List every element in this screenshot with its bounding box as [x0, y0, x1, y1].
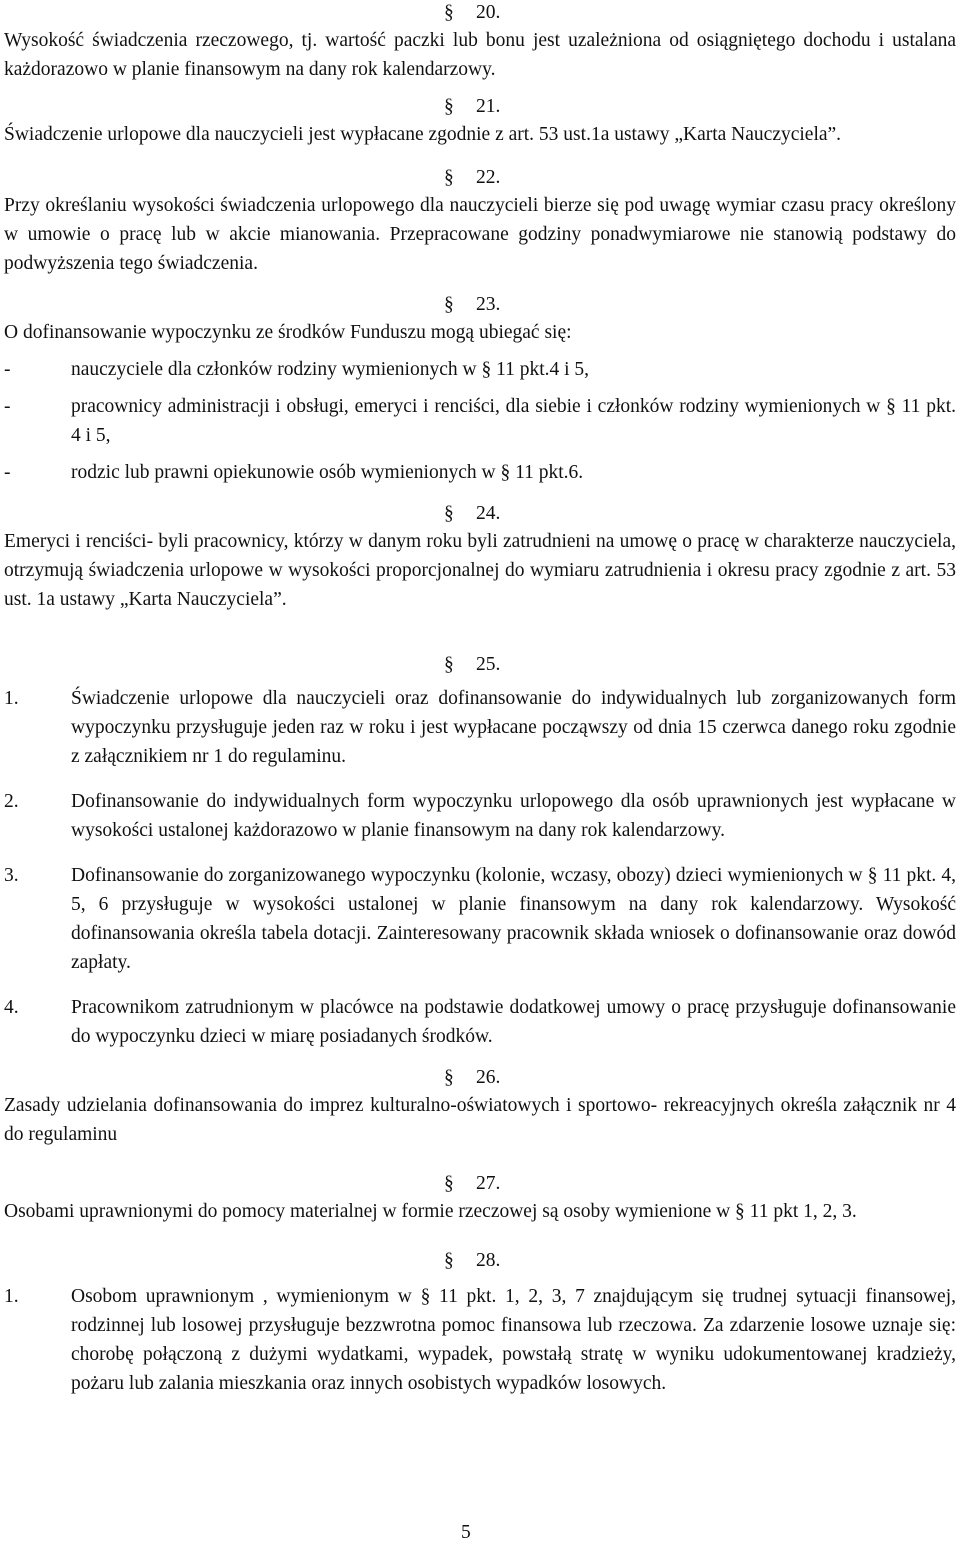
list-marker: 1. — [4, 688, 19, 709]
list-item — [4, 993, 956, 1051]
list-item-text: Pracownikom zatrudnionym w placówce na podstawie dodatkowej umowy o pracę przysługuje dofinansowanie do wypoczynku dzieci w miarę posiadanych środków. — [71, 997, 956, 1047]
list-item-text: Osobom uprawnionym , wymienionym w § 11 pkt. 1, 2, 3, 7 znajdującym się trudnej sytuacji finansowej, rodzinnej lub losowej przysługuje bezzwrotna pomoc finansowa lub rzeczowa. Za zdarzenie losowe uznaje się: chorobę połączoną z dużymi wydatkami, wypadek, powstałą stratę w wyniku udokumentowanej kradzieży, pożaru lub zalania mieszkania oraz innych osobistych wypadków losowych. — [71, 1286, 956, 1394]
paragraph-heading-27 — [4, 1171, 956, 1197]
list-item-text: Dofinansowanie do indywidualnych form wypoczynku urlopowego dla osób uprawnionych jest wypłacane w wysokości ustalonej każdorazowo w planie finansowym na dany rok kalendarzowy. — [71, 791, 956, 841]
section-sign: § — [444, 1250, 454, 1271]
paragraph-24-text: Emeryci i renciści- byli pracownicy, którzy w danym roku byli zatrudnieni na umowę o pracę w charakterze nauczyciela, otrzymują świadczenia urlopowe w wysokości proporcjonalnej do wymiaru zatrudnienia i okresu pracy zgodnie z art. 53 ust. 1a ustawy „Karta Nauczyciela”. — [4, 531, 956, 610]
list-item — [4, 861, 956, 977]
section-number: 20. — [476, 2, 501, 23]
paragraph-heading-24 — [4, 501, 956, 527]
paragraph-23-intro: O dofinansowanie wypoczynku ze środków Funduszu mogą ubiegać się: — [4, 322, 572, 343]
document-page — [4, 0, 956, 1398]
paragraph-27-text: Osobami uprawnionymi do pomocy materialnej w formie rzeczowej są osoby wymienione w § 11 pkt 1, 2, 3. — [4, 1201, 857, 1222]
section-sign: § — [444, 654, 454, 675]
section-number: 25. — [476, 654, 501, 675]
list-item-text: Świadczenie urlopowe dla nauczycieli oraz dofinansowanie do indywidualnych lub zorganizowanych form wypoczynku przysługuje jeden raz w roku i jest wypłacane począwszy od dnia 15 czerwca danego roku zgodnie z załącznikiem nr 1 do regulaminu. — [71, 688, 956, 767]
section-number: 21. — [476, 96, 501, 117]
section-sign: § — [444, 96, 454, 117]
section-sign: § — [444, 1173, 454, 1194]
section-sign: § — [444, 167, 454, 188]
paragraph-heading-28 — [4, 1248, 956, 1274]
paragraph-heading-21 — [4, 94, 956, 120]
section-sign: § — [444, 1067, 454, 1088]
section-number: 26. — [476, 1067, 501, 1088]
section-number: 28. — [476, 1250, 501, 1271]
section-number: 27. — [476, 1173, 501, 1194]
paragraph-heading-22 — [4, 165, 956, 191]
list-item-text: pracownicy administracji i obsługi, emeryci i renciści, dla siebie i członków rodziny wymienionych w § 11 pkt. 4 i 5, — [71, 396, 956, 446]
paragraph-heading-20 — [4, 0, 956, 26]
list-marker: - — [4, 359, 11, 380]
list-marker: 2. — [4, 791, 19, 812]
list-item — [4, 355, 956, 384]
section-number: 23. — [476, 294, 501, 315]
paragraph-heading-23 — [4, 292, 956, 318]
list-item-text: nauczyciele dla członków rodziny wymienionych w § 11 pkt.4 i 5, — [71, 359, 590, 380]
list-marker: 1. — [4, 1286, 19, 1307]
list-item-text: Dofinansowanie do zorganizowanego wypoczynku (kolonie, wczasy, obozy) dzieci wymienionych w § 11 pkt. 4, 5, 6 przysługuje w wysokości ustalonej w planie finansowym na dany rok kalendarzowy. Wysokość dofinansowania określa tabela dotacji. Zainteresowany pracownik składa wniosek o dofinansowanie oraz dowód zapłaty. — [71, 865, 956, 973]
list-item — [4, 392, 956, 450]
list-item — [4, 458, 956, 487]
section-sign: § — [444, 503, 454, 524]
section-sign: § — [444, 294, 454, 315]
list-item — [4, 787, 956, 845]
paragraph-26-text: Zasady udzielania dofinansowania do imprez kulturalno-oświatowych i sportowo- rekreacyjnych określa załącznik nr 4 do regulaminu — [4, 1095, 956, 1145]
list-item-text: rodzic lub prawni opiekunowie osób wymienionych w § 11 pkt.6. — [71, 462, 584, 483]
list-item — [4, 684, 956, 771]
list-item — [4, 1282, 956, 1398]
list-marker: 4. — [4, 997, 19, 1018]
paragraph-21-text: Świadczenie urlopowe dla nauczycieli jest wypłacane zgodnie z art. 53 ust.1a ustawy „Karta Nauczyciela”. — [4, 124, 842, 145]
section-sign: § — [444, 2, 454, 23]
paragraph-22-text: Przy określaniu wysokości świadczenia urlopowego dla nauczycieli bierze się pod uwagę wymiar czasu pracy określony w umowie o pracę lub w akcie mianowania. Przepracowane godziny ponadwymiarowe nie stanowią podstawy do podwyższenia tego świadczenia. — [4, 195, 956, 274]
list-marker: 3. — [4, 865, 19, 886]
paragraph-heading-26 — [4, 1065, 956, 1091]
page-number: 5 — [461, 1522, 471, 1543]
paragraph-20-text: Wysokość świadczenia rzeczowego, tj. wartość paczki lub bonu jest uzależniona od osiągniętego dochodu i ustalana każdorazowo w planie finansowym na dany rok kalendarzowy. — [4, 30, 956, 80]
section-number: 22. — [476, 167, 501, 188]
list-marker: - — [4, 462, 11, 483]
list-marker: - — [4, 396, 11, 417]
paragraph-heading-25 — [4, 652, 956, 678]
section-number: 24. — [476, 503, 501, 524]
